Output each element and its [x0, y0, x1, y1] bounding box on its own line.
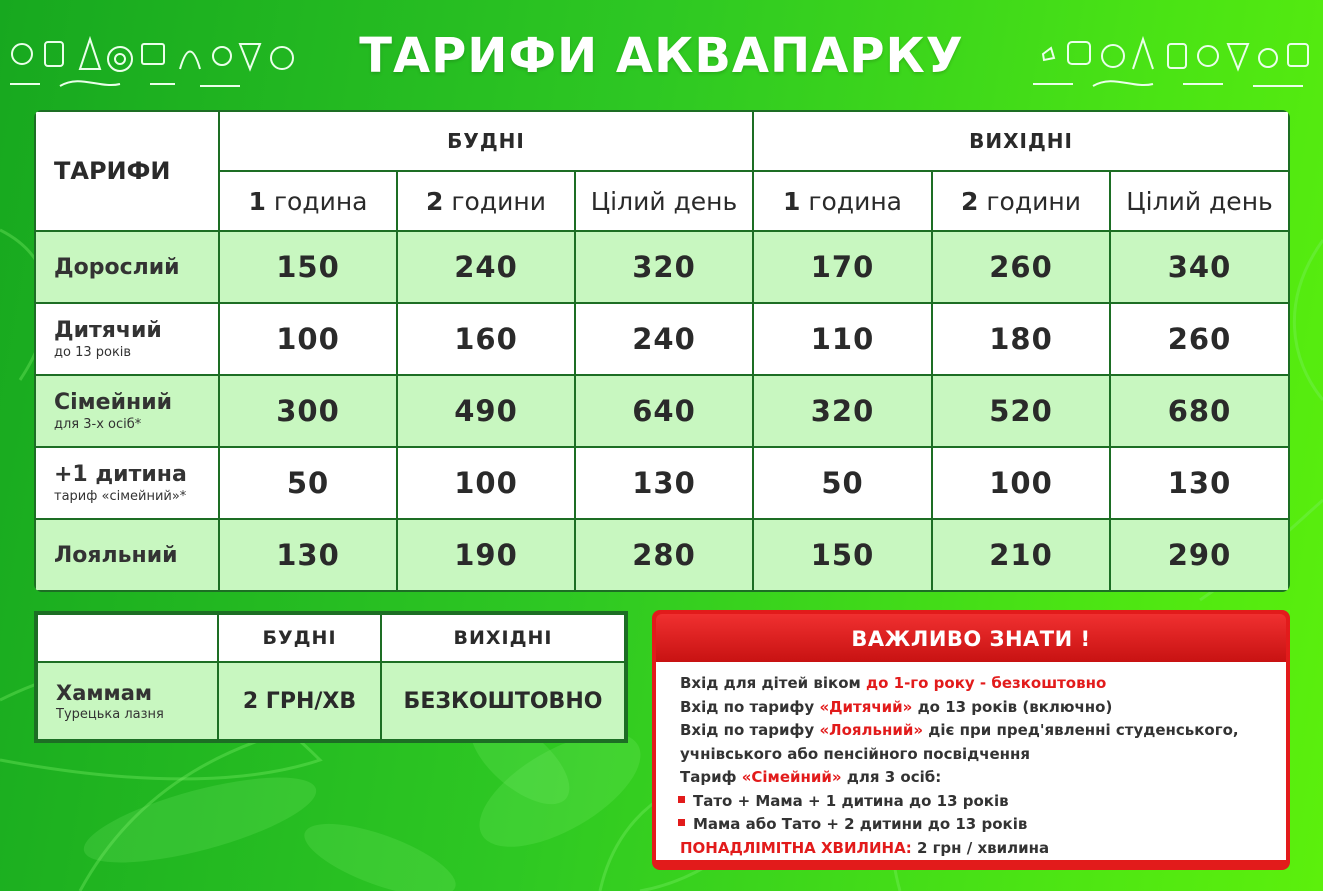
- hammam-weekend-price: БЕЗКОШТОВНО: [381, 662, 626, 741]
- info-line: Тариф «Сімейний» для 3 осіб:: [680, 768, 942, 786]
- info-title: ВАЖЛИВО ЗНАТИ !: [656, 614, 1286, 662]
- price-cell: 170: [753, 231, 932, 303]
- price-cell: 260: [932, 231, 1110, 303]
- bullet-icon: [678, 819, 685, 826]
- price-cell: 190: [397, 519, 575, 591]
- price-cell: 340: [1110, 231, 1289, 303]
- info-body: [656, 662, 1286, 860]
- hammam-corner: [36, 613, 218, 662]
- tariffs-corner-label: ТАРИФИ: [35, 111, 219, 231]
- price-cell: 680: [1110, 375, 1289, 447]
- price-cell: 640: [575, 375, 753, 447]
- price-cell: 260: [1110, 303, 1289, 375]
- price-cell: 180: [932, 303, 1110, 375]
- table-row: [35, 519, 1289, 591]
- info-line: Вхід по тарифу «Лояльний» діє при пред'явленні студенського,: [680, 721, 1239, 739]
- price-cell: 210: [932, 519, 1110, 591]
- price-cell: 130: [575, 447, 753, 519]
- table-row: [35, 375, 1289, 447]
- hammam-table: [34, 611, 628, 743]
- price-cell: 50: [219, 447, 397, 519]
- row-label: Дитячий до 13 років: [35, 303, 219, 375]
- column-header: 1 година: [753, 171, 932, 231]
- price-cell: 240: [575, 303, 753, 375]
- info-bullet: Тато + Мама + 1 дитина до 13 років: [678, 790, 1272, 814]
- price-cell: 520: [932, 375, 1110, 447]
- price-cell: 130: [1110, 447, 1289, 519]
- price-cell: 240: [397, 231, 575, 303]
- column-header: Цілий день: [1110, 171, 1289, 231]
- price-cell: 490: [397, 375, 575, 447]
- column-header: 2 години: [932, 171, 1110, 231]
- price-cell: 320: [575, 231, 753, 303]
- bullet-icon: [678, 796, 685, 803]
- price-cell: 160: [397, 303, 575, 375]
- price-cell: 110: [753, 303, 932, 375]
- column-header: 2 години: [397, 171, 575, 231]
- row-label: Лояльний: [35, 519, 219, 591]
- info-bullet: Мама або Тато + 2 дитини до 13 років: [678, 813, 1272, 837]
- hammam-weekday-price: 2 ГРН/ХВ: [218, 662, 381, 741]
- info-line: учнівського або пенсійного посвідчення: [680, 744, 1031, 763]
- tariff-table: [34, 110, 1290, 592]
- price-cell: 100: [219, 303, 397, 375]
- table-row: [35, 231, 1289, 303]
- info-line: ПОНАДЛІМІТНА ХВИЛИНА: 2 грн / хвилина: [680, 838, 1050, 857]
- info-line: Вхід по тарифу «Дитячий» до 13 років (включно): [680, 697, 1113, 716]
- price-cell: 290: [1110, 519, 1289, 591]
- hammam-label: Хаммам Турецька лазня: [36, 662, 218, 741]
- column-header: 1 година: [219, 171, 397, 231]
- group-header-weekdays: БУДНІ: [219, 111, 753, 171]
- price-cell: 130: [219, 519, 397, 591]
- group-header-weekend: ВИХІДНІ: [753, 111, 1289, 171]
- hammam-header-weekdays: БУДНІ: [218, 613, 381, 662]
- price-cell: 100: [932, 447, 1110, 519]
- price-cell: 150: [219, 231, 397, 303]
- price-cell: 280: [575, 519, 753, 591]
- price-cell: 50: [753, 447, 932, 519]
- table-row: [35, 447, 1289, 519]
- row-label: Дорослий: [35, 231, 219, 303]
- price-cell: 100: [397, 447, 575, 519]
- important-info-box: [652, 610, 1290, 870]
- row-label: +1 дитина тариф «сімейний»*: [35, 447, 219, 519]
- column-header: Цілий день: [575, 171, 753, 231]
- row-label: Сімейний для 3-х осіб*: [35, 375, 219, 447]
- price-cell: 300: [219, 375, 397, 447]
- price-cell: 320: [753, 375, 932, 447]
- price-cell: 150: [753, 519, 932, 591]
- hammam-header-weekend: ВИХІДНІ: [381, 613, 626, 662]
- page-title: ТАРИФИ АКВАПАРКУ: [359, 28, 964, 84]
- table-row: [35, 303, 1289, 375]
- info-line: Вхід для дітей віком до 1-го року - безкоштовно: [680, 674, 1107, 692]
